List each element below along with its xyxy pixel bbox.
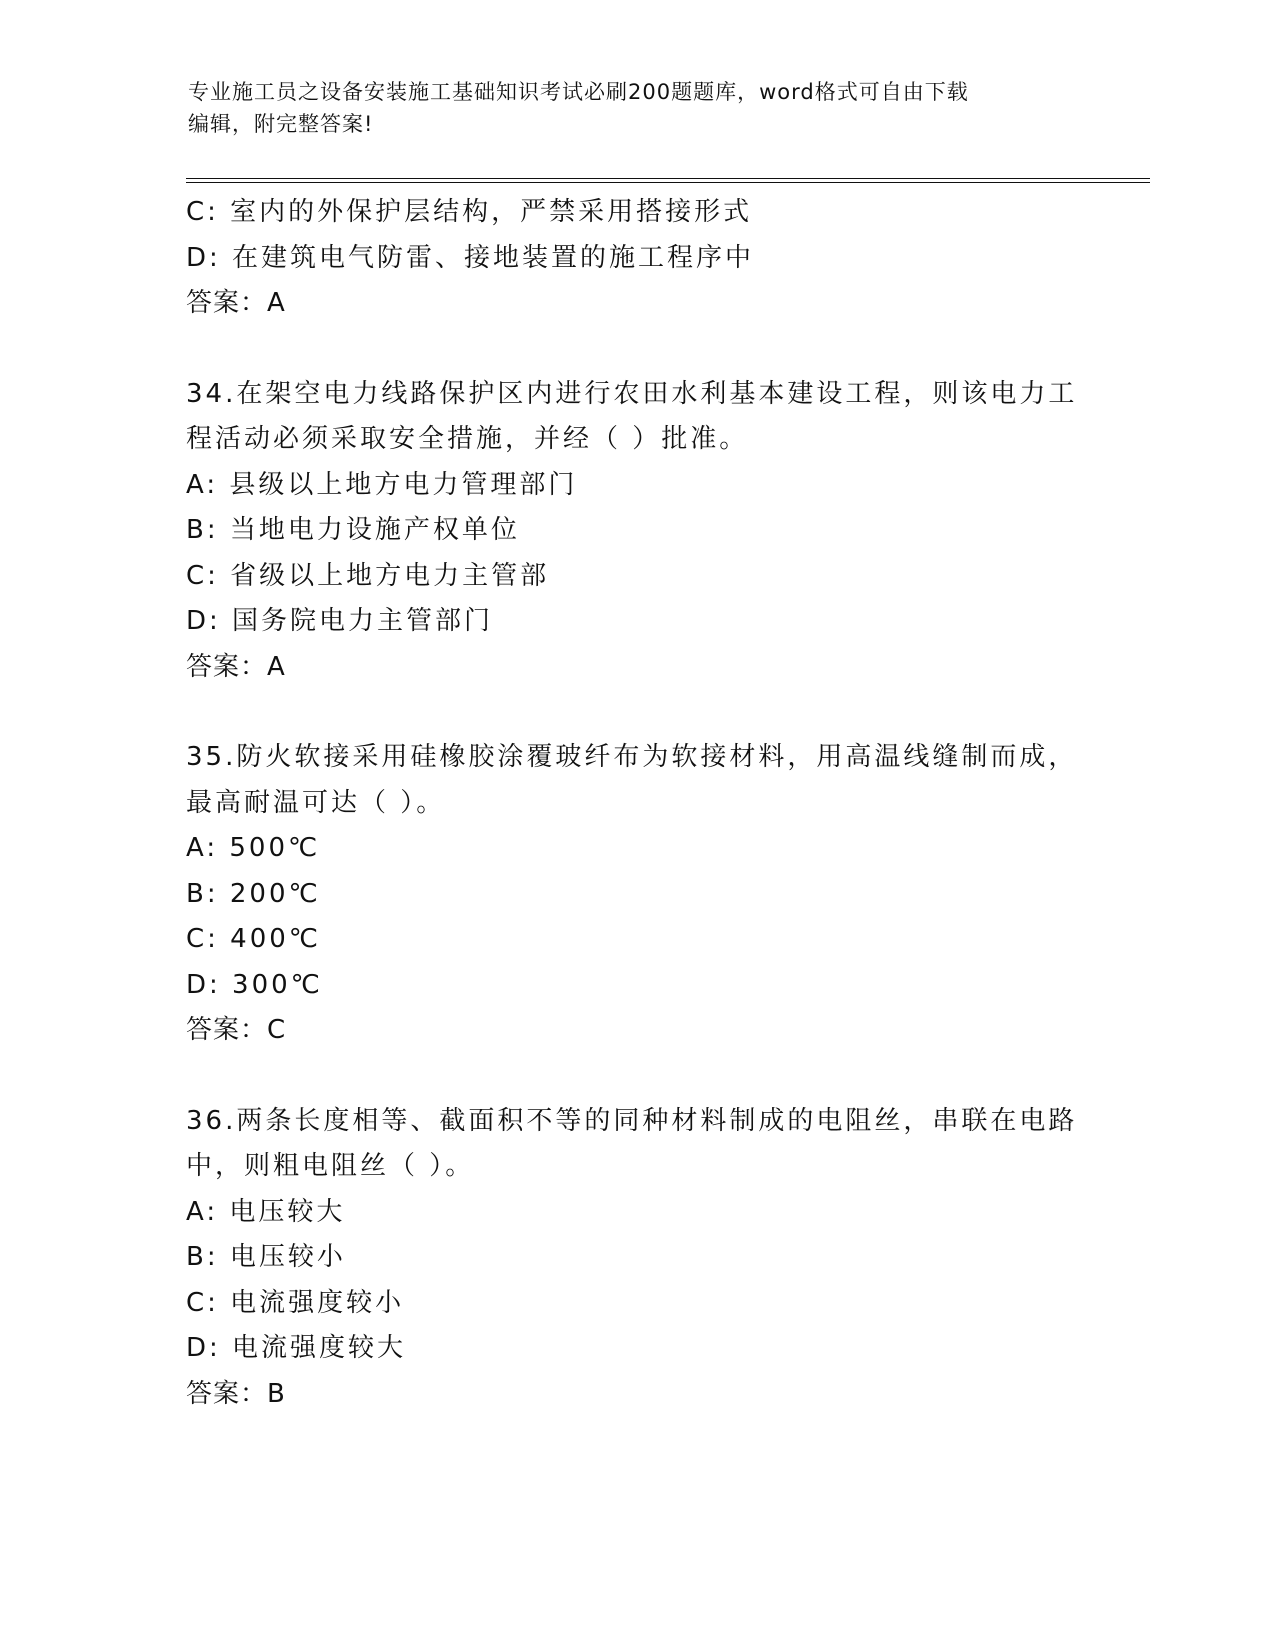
question-list [186, 190, 1086, 1417]
question-33-continued [186, 190, 1086, 327]
option-d: D: 电流强度较大 [186, 1333, 407, 1363]
option-a: A: 500℃ [186, 833, 321, 863]
header-rule-top [186, 178, 1150, 179]
answer-line: 答案：A [186, 651, 286, 682]
option-c: C: 400℃ [186, 924, 322, 954]
option-a: A: 电压较大 [186, 1196, 346, 1227]
spacer [186, 1054, 1086, 1099]
option-c: C: 省级以上地方电力主管部 [186, 560, 550, 591]
header-title-line-2: 编辑，附完整答案! [188, 112, 374, 136]
option-d: D: 300℃ [186, 969, 323, 1000]
question-stem: 程活动必须采取安全措施，并经（ ）批准。 [186, 424, 749, 454]
option-d: D: 在建筑电气防雷、接地装置的施工程序中 [186, 242, 755, 273]
header-title-line-1: 专业施工员之设备安装施工基础知识考试必刷200题题库，word格式可自由下载 [188, 80, 969, 104]
option-c: C: 室内的外保护层结构，严禁采用搭接形式 [186, 197, 753, 227]
question-36 [186, 1099, 1086, 1418]
question-35 [186, 735, 1086, 1054]
question-stem: 最高耐温可达（ ）。 [186, 787, 446, 818]
header-rule-bottom [186, 182, 1150, 183]
option-b: B: 电压较小 [186, 1242, 346, 1272]
option-a: A: 县级以上地方电力管理部门 [186, 469, 578, 500]
option-d: D: 国务院电力主管部门 [186, 606, 494, 636]
page-header [188, 76, 1068, 140]
spacer [186, 690, 1086, 735]
option-c: C: 电流强度较小 [186, 1287, 405, 1318]
question-34 [186, 372, 1086, 691]
spacer [186, 327, 1086, 372]
option-b: B: 200℃ [186, 878, 321, 909]
answer-line: 答案：C [186, 1015, 287, 1045]
question-stem: 36.两条长度相等、截面积不等的同种材料制成的电阻丝，串联在电路 [186, 1105, 1078, 1136]
answer-line: 答案：B [186, 1378, 286, 1409]
option-b: B: 当地电力设施产权单位 [186, 515, 520, 545]
question-stem: 35.防火软接采用硅橡胶涂覆玻纤布为软接材料，用高温线缝制而成， [186, 742, 1078, 772]
question-stem: 中，则粗电阻丝（ ）。 [186, 1151, 475, 1181]
answer-line: 答案：A [186, 288, 286, 318]
question-stem: 34.在架空电力线路保护区内进行农田水利基本建设工程，则该电力工 [186, 378, 1078, 409]
